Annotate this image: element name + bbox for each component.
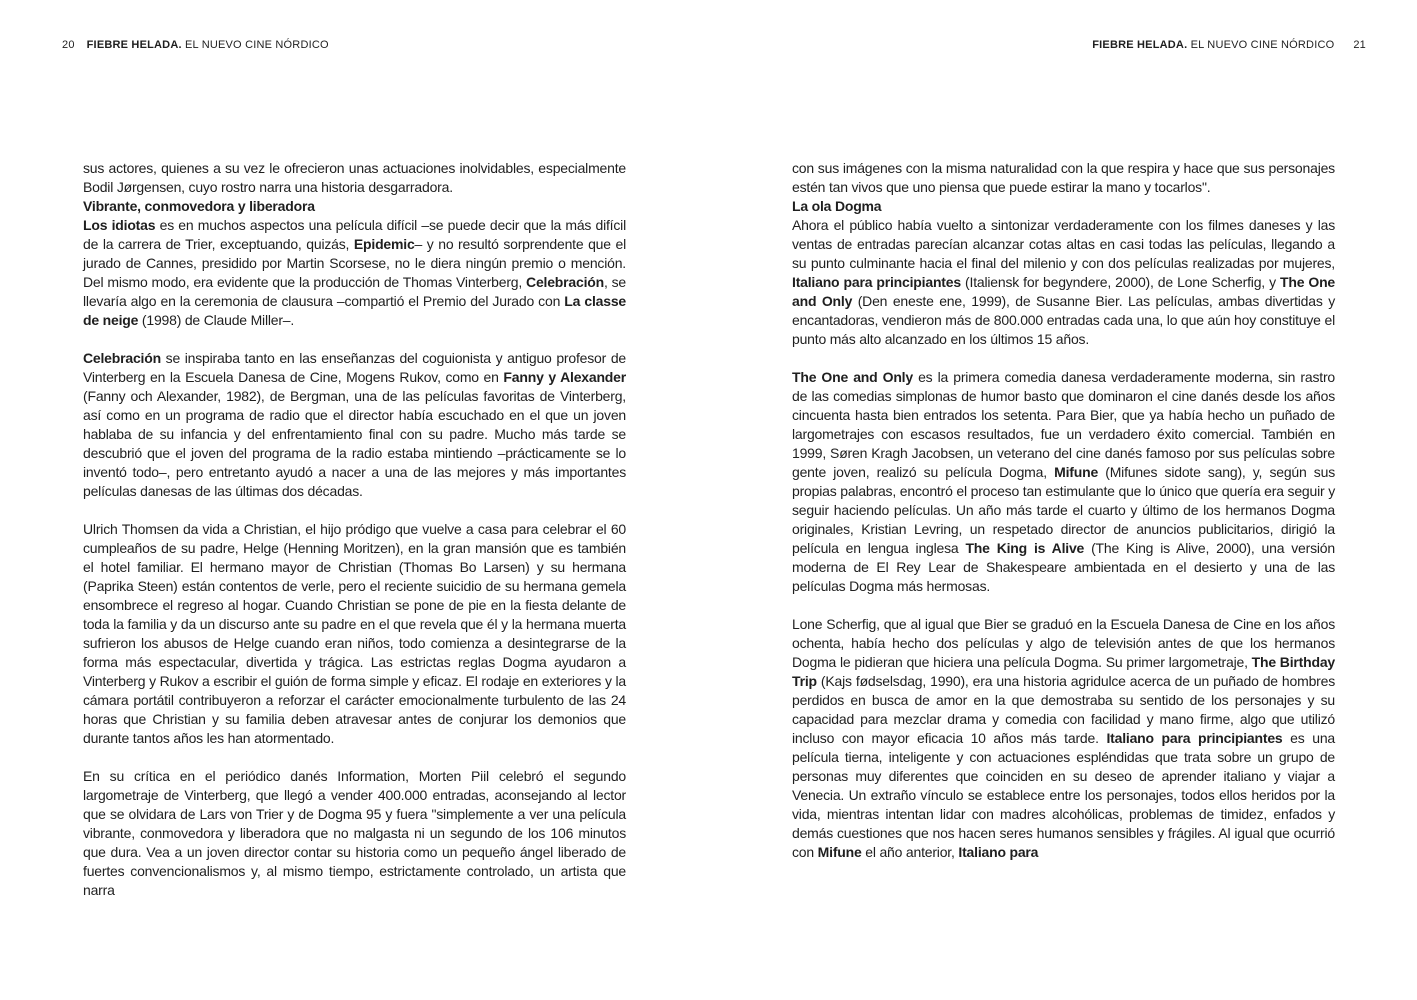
emphasized-text: Mifune xyxy=(817,844,862,860)
body-text: sus actores, quienes a su vez le ofrecieron unas actuaciones inolvidables, especialmente Bodil Jørgensen, cuyo rostro narra una historia desgarradora. xyxy=(83,160,626,195)
body-text: (1998) de Claude Miller–. xyxy=(138,312,295,328)
left-header-subtitle: EL NUEVO CINE NÓRDICO xyxy=(181,39,329,51)
body-text: (Italiensk for begyndere, 2000), de Lone Scherfig, y xyxy=(960,274,1280,290)
body-text: (Den eneste ene, 1999), de Susanne Bier. Las películas, ambas divertidas y encantadoras, vendieron más de 800.000 entradas cada una, lo que aún hoy constituye el punto más alto alcanzado en los últimos 15 años. xyxy=(792,293,1336,347)
emphasized-text: Mifune xyxy=(1054,464,1099,480)
emphasized-text: Celebración xyxy=(83,350,161,366)
left-page-running-header xyxy=(62,39,329,52)
section-heading xyxy=(83,197,626,216)
left-page-text-column xyxy=(83,159,626,900)
left-header-book-title: FIEBRE HELADA. xyxy=(86,39,182,51)
emphasized-text: Italiano para principiantes xyxy=(792,274,961,290)
body-paragraph xyxy=(83,520,626,748)
emphasized-text: The Birthday Trip xyxy=(792,654,1335,689)
right-page-number: 21 xyxy=(1353,39,1366,51)
emphasized-text: The One and Only xyxy=(792,369,913,385)
body-paragraph xyxy=(792,216,1335,349)
body-text: (The King is Alive, 2000), una versión moderna de El Rey Lear de Shakespeare ambientada en el desierto y una de las películas Dogma más hermosas. xyxy=(792,540,1335,594)
right-header-subtitle: EL NUEVO CINE NÓRDICO xyxy=(1187,39,1335,51)
emphasized-text: La classe de neige xyxy=(83,293,626,328)
body-text: es una película tierna, inteligente y con actuaciones espléndidas que trata sobre un grupo de personas muy diferentes que coinciden en su deseo de aprender italiano y viajar a Venecia. Un extraño vínculo se establece entre los personajes, todos ellos heridos por la vida, mientras intentan lidar con madres alcohólicas, problemas de timidez, enfados y demás cuestiones que nos hacen seres humanos sensibles y frágiles. Al igual que ocurrió con xyxy=(792,730,1335,860)
body-text: En su crítica en el periódico danés Information, Morten Piil celebró el segundo largometraje de Vinterberg, que llegó a vender 400.000 entradas, aconsejando al lector que se olvidara de Lars von Trier y de Dogma 95 y fuera "simplemente a ver una película vibrante, conmovedora y liberadora que no malgasta ni un segundo de los 106 minutos que dura. Vea a un joven director contar su historia como un pequeño ángel liberado de fuertes convencionalismos y, al mismo tiempo, estrictamente controlado, un artista que narra xyxy=(83,768,626,898)
body-paragraph xyxy=(792,159,1335,197)
body-paragraph xyxy=(83,216,626,330)
left-page-number: 20 xyxy=(62,39,75,51)
body-text: se inspiraba tanto en las enseñanzas del coguionista y antiguo profesor de Vinterberg en la Escuela Danesa de Cine, Mogens Rukov, como en xyxy=(83,350,626,385)
body-text: , se llevaría algo en la ceremonia de clausura –compartió el Premio del Jurado con xyxy=(83,274,627,309)
right-header-book-title: FIEBRE HELADA. xyxy=(1092,39,1188,51)
emphasized-text: Los idiotas xyxy=(83,217,156,233)
body-text: es la primera comedia danesa verdaderamente moderna, sin rastro de las comedias simplonas de humor basto que dominaron el cine danés desde los años cincuenta hasta bien entrados los setenta. Para Bier, que ya había hecho un puñado de largometrajes con escasos resultados, fue un verdadero éxito comercial. También en 1999, Søren Kragh Jacobsen, un veterano del cine danés famoso por sus películas sobre gente joven, realizó su película Dogma, xyxy=(792,369,1335,480)
body-text: el año anterior, xyxy=(861,844,959,860)
emphasized-text: Fanny y Alexander xyxy=(503,369,626,385)
body-paragraph xyxy=(792,368,1335,596)
body-text: – y no resultó sorprendente que el jurado de Cannes, presidido por Martin Scorsese, no le diera ningún premio o mención. Del mismo modo, era evidente que la producción de Thomas Vinterberg, xyxy=(83,236,626,290)
emphasized-text: Italiano para xyxy=(958,844,1039,860)
body-paragraph xyxy=(792,615,1335,862)
section-heading xyxy=(792,197,1335,216)
body-text: (Fanny och Alexander, 1982), de Bergman, una de las películas favoritas de Vinterberg, así como en un programa de radio que el director había escuchado en el que un joven hablaba de su infancia y del enfrentamiento final con su padre. Mucho más tarde se descubrió que el joven del programa de la radio estaba mintiendo –prácticamente se lo inventó todo–, pero entretanto ayudó a nacer a una de las mejores y más importantes películas danesas de las últimas dos décadas. xyxy=(83,388,626,499)
body-paragraph xyxy=(83,349,626,501)
body-paragraph xyxy=(83,767,626,900)
body-text: (Mifunes sidote sang), y, según sus propias palabras, encontró el proceso tan estimulante que lo único que quería era seguir y seguir haciendo películas. Un año más tarde el cuarto y último de los hermanos Dogma originales, Kristian Levring, un respetado director de anuncios publicitarios, dirigió la película en lengua inglesa xyxy=(792,464,1335,556)
emphasized-text: Vibrante, conmovedora y liberadora xyxy=(83,198,315,214)
emphasized-text: The One and Only xyxy=(792,274,1336,309)
emphasized-text: Italiano para principiantes xyxy=(1106,730,1283,746)
right-page-running-header xyxy=(1092,39,1366,52)
body-text: es en muchos aspectos una película difícil –se puede decir que la más difícil de la carrera de Trier, exceptuando, quizás, xyxy=(83,217,626,252)
emphasized-text: La ola Dogma xyxy=(792,198,882,214)
right-page-text-column xyxy=(792,159,1335,862)
emphasized-text: Epidemic xyxy=(353,236,415,252)
emphasized-text: Celebración xyxy=(526,274,604,290)
body-text: Ahora el público había vuelto a sintonizar verdaderamente con los filmes daneses y las ventas de entradas parecían alcanzar cotas altas en casi todas las películas, llegando a su punto culminante hacia el final del milenio y con dos películas realizadas por mujeres, xyxy=(792,217,1335,271)
body-text: Ulrich Thomsen da vida a Christian, el hijo pródigo que vuelve a casa para celebrar el 60 cumpleaños de su padre, Helge (Henning Moritzen), en la gran mansión que es también el hotel familiar. El hermano mayor de Christian (Thomas Bo Larsen) y su hermana (Paprika Steen) están contentos de verle, pero el reciente suicidio de su hermana gemela ensombrece el regreso al hogar. Cuando Christian se pone de pie en la fiesta delante de toda la familia y da un discurso ante su padre en el que revela que él y la hermana muerta sufrieron los abusos de Helge cuando eran niños, todo comienza a desintegrarse de la forma más espectacular, divertida y trágica. Las estrictas reglas Dogma ayudaron a Vinterberg y Rukov a escribir el guión de forma simple y eficaz. El rodaje en exteriores y la cámara portátil contribuyeron a reforzar el carácter emocionalmente turbulento de las 24 horas que Christian y su familia deben atravesar antes de conjurar los demonios que durante tantos años les han atormentado. xyxy=(83,521,626,746)
body-text: Lone Scherfig, que al igual que Bier se graduó en la Escuela Danesa de Cine en los años ochenta, había hecho dos películas y algo de televisión antes de que los hermanos Dogma le pidieran que hiciera una película Dogma. Su primer largometraje, xyxy=(792,616,1335,670)
body-text: con sus imágenes con la misma naturalidad con la que respira y hace que sus personajes estén tan vivos que uno piensa que puede estirar la mano y tocarlos". xyxy=(792,160,1335,195)
body-paragraph xyxy=(83,159,626,197)
body-text: (Kajs fødselsdag, 1990), era una historia agridulce acerca de un puñado de hombres perdidos en busca de amor en la que demostraba su sentido de los personajes y su capacidad para mezclar drama y comedia con facilidad y mano firme, algo que utilizó incluso con mayor eficacia 10 años más tarde. xyxy=(792,673,1335,746)
emphasized-text: The King is Alive xyxy=(965,540,1085,556)
